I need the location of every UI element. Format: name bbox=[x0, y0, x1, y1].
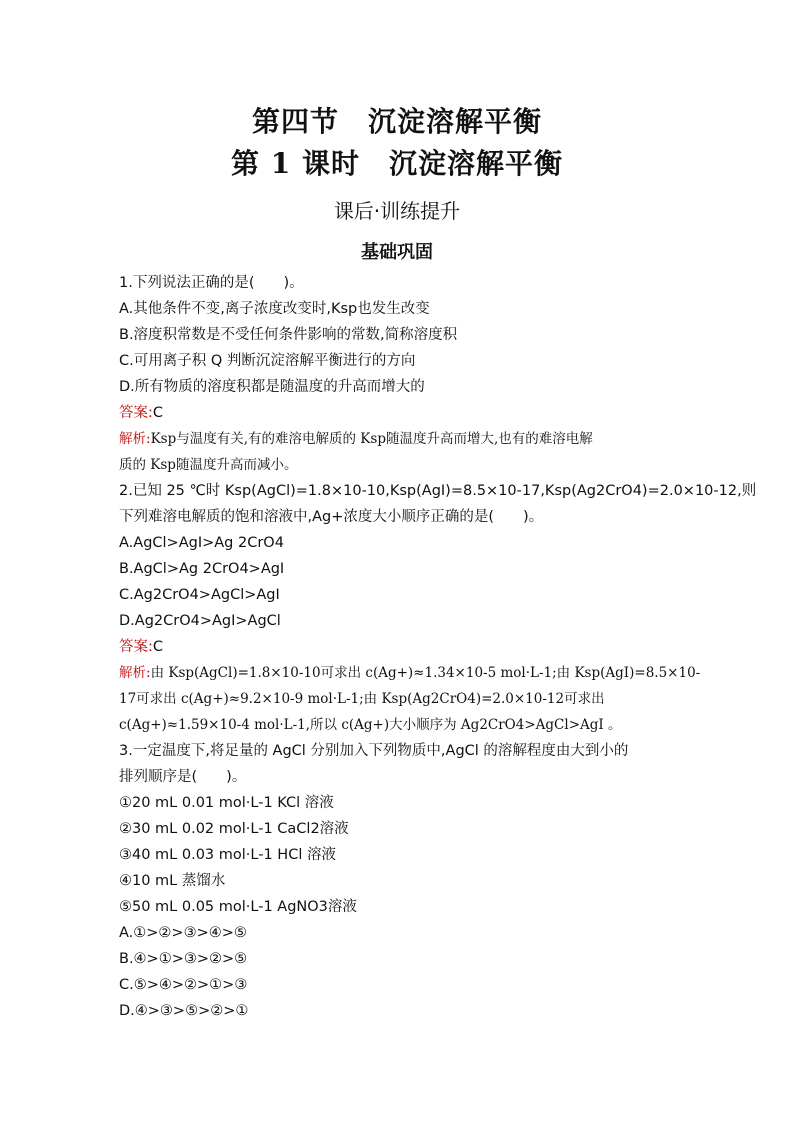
answer-label: 答案 bbox=[119, 405, 148, 421]
q2-option-a: A.AgCl>AgI>Ag 2CrO4 bbox=[119, 535, 284, 551]
q2-option-c: C.Ag2CrO4>AgCl>AgI bbox=[119, 587, 280, 603]
q3-option-d: D.④>③>⑤>②>① bbox=[119, 1003, 249, 1019]
q1-option-d: D.所有物质的溶度积都是随温度的升高而增大的 bbox=[119, 379, 425, 395]
q1-option-b: B.溶度积常数是不受任何条件影响的常数,简称溶度积 bbox=[119, 327, 458, 343]
q3-item-5: ⑤50 mL 0.05 mol·L-1 AgNO3溶液 bbox=[119, 899, 357, 915]
q3-stem-line-1: 3.一定温度下,将足量的 AgCl 分别加入下列物质中,AgCl 的溶解程度由大到小的 bbox=[119, 743, 629, 759]
q2-explanation-text-1: 由 Ksp(AgCl)=1.8×10-10可求出 c(Ag+)≈1.34×10-5 mol·L-1;由 Ksp(AgI)=8.5×10- bbox=[150, 665, 701, 681]
subtitle: 课后·训练提升 bbox=[333, 199, 461, 223]
q2-stem-line-1: 2.已知 25 ℃时 Ksp(AgCl)=1.8×10-10,Ksp(AgI)=8.5×10-17,Ksp(Ag2CrO4)=2.0×10-12,则 bbox=[119, 483, 757, 499]
q3-stem-line-2: 排列顺序是( )。 bbox=[119, 769, 247, 785]
answer-label: 答案 bbox=[119, 639, 148, 655]
explanation-label: 解析 bbox=[119, 665, 146, 681]
q3-option-a: A.①>②>③>④>⑤ bbox=[119, 925, 247, 941]
q1-explanation-text-1: Ksp与温度有关,有的难溶电解质的 Ksp随温度升高而增大,也有的难溶电解 bbox=[150, 431, 593, 447]
q2-explanation-line-1: 解析:由 Ksp(AgCl)=1.8×10-10可求出 c(Ag+)≈1.34×10-5 mol·L-1;由 Ksp(AgI)=8.5×10- bbox=[119, 665, 701, 681]
explanation-label: 解析 bbox=[119, 431, 146, 447]
q1-answer-value: C bbox=[152, 405, 164, 421]
q3-item-1: ①20 mL 0.01 mol·L-1 KCl 溶液 bbox=[119, 795, 334, 811]
lesson-title: 第四节 沉淀溶解平衡 bbox=[251, 105, 542, 138]
q1-stem: 1.下列说法正确的是( )。 bbox=[119, 275, 304, 291]
q2-stem-line-2: 下列难溶电解质的饱和溶液中,Ag+浓度大小顺序正确的是( )。 bbox=[119, 509, 544, 525]
q2-answer: 答案:C bbox=[119, 639, 164, 655]
q2-answer-value: C bbox=[152, 639, 164, 655]
q3-item-4: ④10 mL 蒸馏水 bbox=[119, 873, 226, 889]
q2-option-d: D.Ag2CrO4>AgI>AgCl bbox=[119, 613, 281, 629]
q3-option-c: C.⑤>④>②>①>③ bbox=[119, 977, 248, 993]
period-title: 第 1 课时 沉淀溶解平衡 bbox=[231, 147, 563, 180]
q2-explanation-line-3: c(Ag+)≈1.59×10-4 mol·L-1,所以 c(Ag+)大小顺序为 Ag2CrO4>AgCl>AgI 。 bbox=[119, 717, 622, 733]
q2-explanation-line-2: 17可求出 c(Ag+)≈9.2×10-9 mol·L-1;由 Ksp(Ag2CrO4)=2.0×10-12可求出 bbox=[119, 691, 605, 707]
question-content bbox=[119, 270, 757, 1024]
q1-option-c: C.可用离子积 Q 判断沉淀溶解平衡进行的方向 bbox=[119, 353, 416, 369]
q1-answer: 答案:C bbox=[119, 405, 164, 421]
q3-item-2: ②30 mL 0.02 mol·L-1 CaCl2溶液 bbox=[119, 821, 349, 837]
q1-option-a: A.其他条件不变,离子浓度改变时,Ksp也发生改变 bbox=[119, 301, 430, 317]
q1-explanation-line-2: 质的 Ksp随温度升高而减小。 bbox=[119, 457, 298, 473]
q3-option-b: B.④>①>③>②>⑤ bbox=[119, 951, 248, 967]
section-heading: 基础巩固 bbox=[361, 242, 433, 263]
q2-option-b: B.AgCl>Ag 2CrO4>AgI bbox=[119, 561, 285, 577]
q3-item-3: ③40 mL 0.03 mol·L-1 HCl 溶液 bbox=[119, 847, 336, 863]
q1-explanation-line-1: 解析:Ksp与温度有关,有的难溶电解质的 Ksp随温度升高而增大,也有的难溶电解 bbox=[119, 431, 593, 447]
